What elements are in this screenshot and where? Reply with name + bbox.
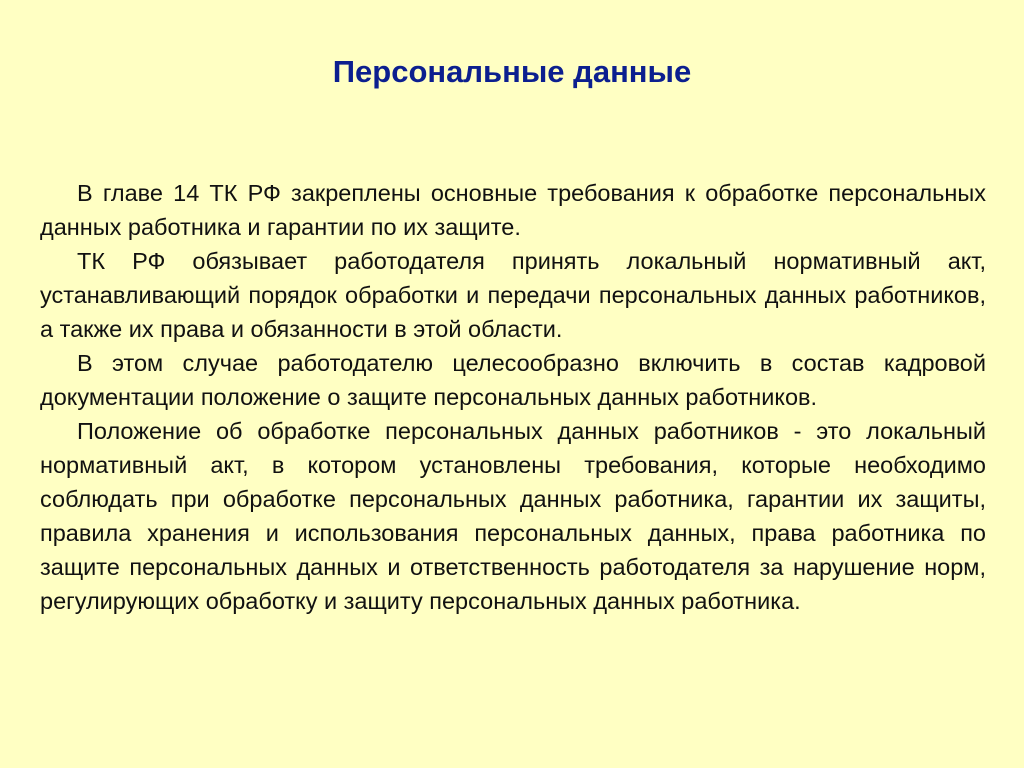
paragraph-2: ТК РФ обязывает работодателя принять локальный нормативный акт, устанавливающий порядок обработки и передачи персональных данных работников, а также их права и обязанности в этой области. (40, 248, 986, 342)
paragraph-4: Положение об обработке персональных данных работников - это локальный нормативный акт, в котором установлены требования, которые необходимо соблюдать при обработке персональных данных работника, гарантии их защиты, правила хранения и использования персональных данных, права работника по защите персональных данных и ответственность работодателя за нарушение норм, регулирующих обработку и защиту персональных данных работника. (40, 418, 986, 614)
slide-title: Персональные данные (332, 54, 692, 89)
paragraph-3: В этом случае работодателю целесообразно включить в состав кадровой документации положение о защите персональных данных работников. (40, 350, 986, 410)
paragraph-1: В главе 14 ТК РФ закреплены основные требования к обработке персональных данных работника и гарантии по их защите. (40, 180, 986, 240)
slide-body (40, 176, 986, 618)
